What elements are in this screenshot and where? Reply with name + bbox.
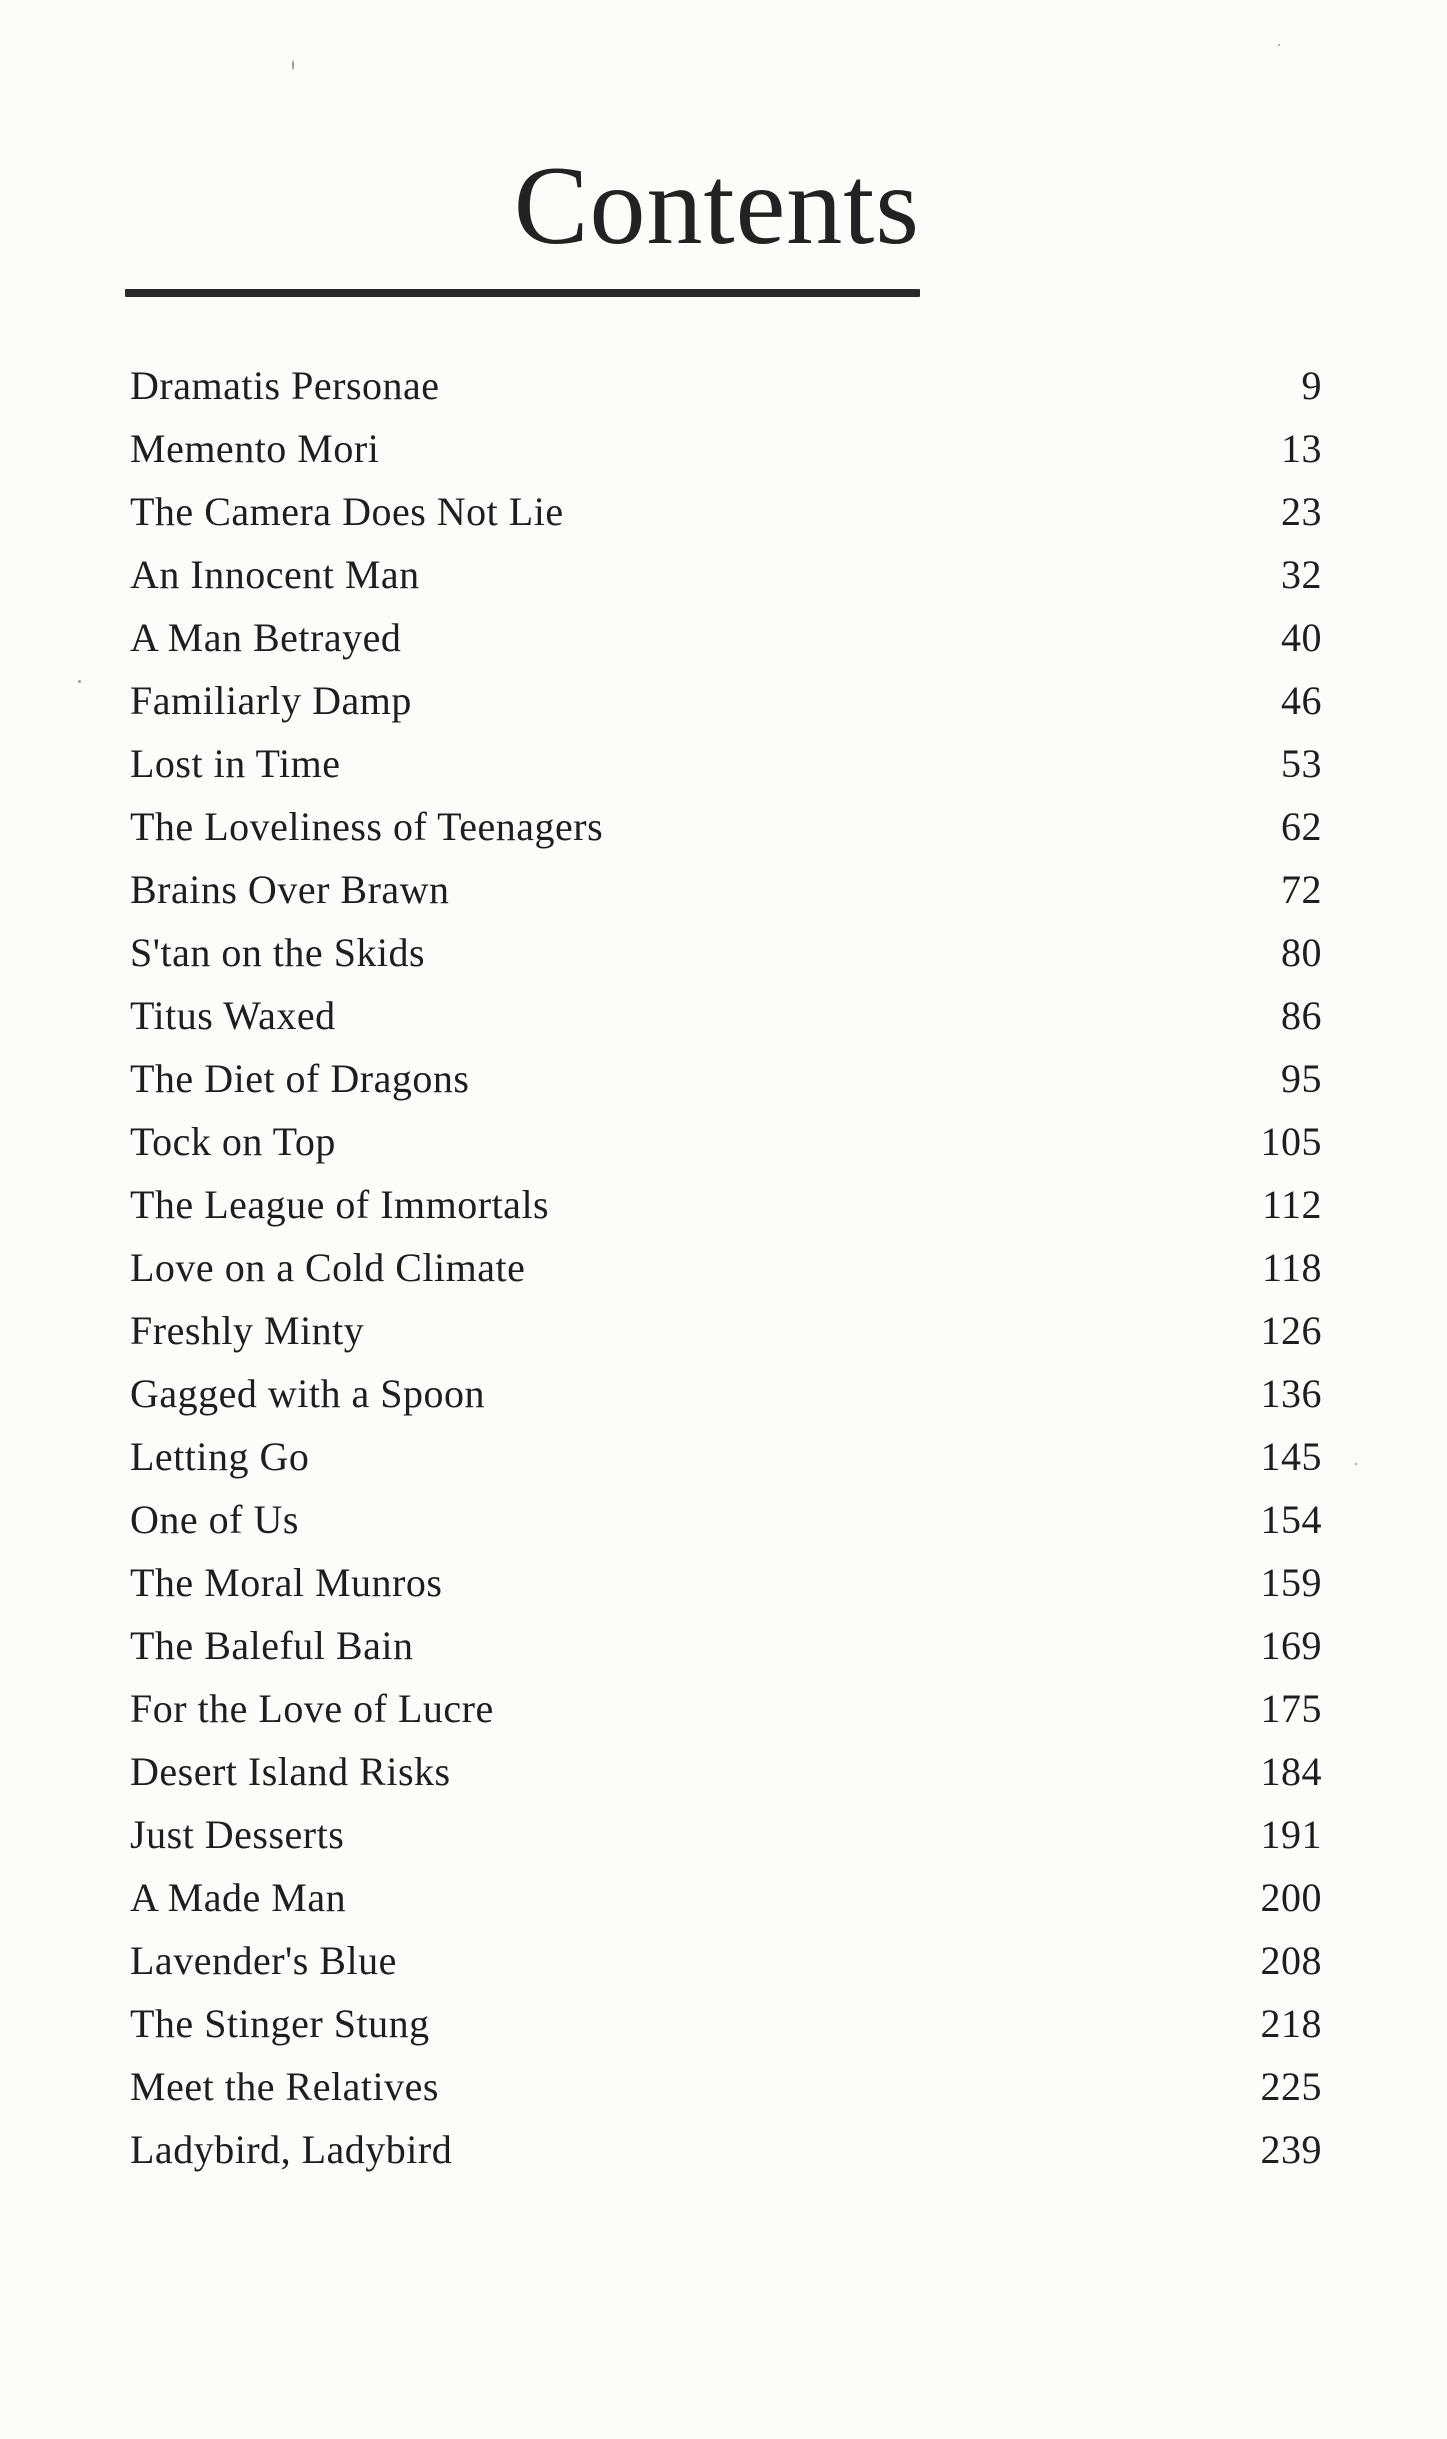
toc-entry (130, 1614, 1322, 1677)
toc-entry (130, 1803, 1322, 1866)
toc-entry-page: 159 (1260, 1560, 1322, 1605)
toc-entry-title: One of Us (130, 1497, 299, 1542)
toc-entry-page: 62 (1281, 804, 1322, 849)
paper-speck (292, 60, 294, 70)
toc-entry (130, 1677, 1322, 1740)
toc-entry-page: 200 (1260, 1875, 1322, 1920)
toc-entry-title: Meet the Relatives (130, 2064, 439, 2109)
toc-entry-title: For the Love of Lucre (130, 1686, 494, 1731)
toc-entry (130, 2055, 1322, 2118)
toc-entry (130, 795, 1322, 858)
toc-entry (130, 606, 1322, 669)
toc-entry (130, 1551, 1322, 1614)
toc-entry-page: 169 (1260, 1623, 1322, 1668)
paper-speck (78, 680, 81, 683)
toc-entry-page: 118 (1261, 1245, 1322, 1290)
toc-entry (130, 1236, 1322, 1299)
toc-entry-title: The Diet of Dragons (130, 1056, 470, 1101)
toc-entry-page: 208 (1260, 1938, 1322, 1983)
title-rule (125, 289, 920, 297)
toc-entry-title: Memento Mori (130, 426, 380, 471)
paper-speck (1355, 1463, 1357, 1465)
toc-entry-page: 184 (1260, 1749, 1322, 1794)
toc-entry-page: 23 (1281, 489, 1322, 534)
toc-entry-page: 105 (1260, 1119, 1322, 1164)
toc-entry-title: The Moral Munros (130, 1560, 443, 1605)
toc-entry (130, 1866, 1322, 1929)
toc-entry-title: Letting Go (130, 1434, 310, 1479)
contents-list (130, 354, 1322, 2181)
toc-entry-page: 40 (1281, 615, 1322, 660)
toc-entry-title: S'tan on the Skids (130, 930, 426, 975)
toc-entry-title: Familiarly Damp (130, 678, 412, 723)
toc-entry-page: 46 (1281, 678, 1322, 723)
toc-entry-title: Lost in Time (130, 741, 341, 786)
toc-entry (130, 1110, 1322, 1173)
toc-entry-page: 175 (1260, 1686, 1322, 1731)
toc-entry-page: 32 (1281, 552, 1322, 597)
toc-entry-page: 191 (1260, 1812, 1322, 1857)
toc-entry (130, 1488, 1322, 1551)
toc-entry-title: The Loveliness of Teenagers (130, 804, 604, 849)
toc-entry (130, 417, 1322, 480)
toc-entry (130, 543, 1322, 606)
toc-entry-title: The Baleful Bain (130, 1623, 414, 1668)
toc-entry (130, 1299, 1322, 1362)
toc-entry-title: Dramatis Personae (130, 363, 440, 408)
toc-entry-title: Just Desserts (130, 1812, 345, 1857)
toc-entry-title: A Made Man (130, 1875, 347, 1920)
toc-entry-page: 112 (1261, 1182, 1322, 1227)
toc-entry (130, 1929, 1322, 1992)
toc-entry (130, 2118, 1322, 2181)
toc-entry (130, 1362, 1322, 1425)
toc-entry-title: Gagged with a Spoon (130, 1371, 486, 1416)
toc-entry-page: 95 (1281, 1056, 1322, 1101)
toc-entry-title: The League of Immortals (130, 1182, 550, 1227)
toc-entry (130, 669, 1322, 732)
toc-entry-page: 145 (1260, 1434, 1322, 1479)
toc-entry (130, 480, 1322, 543)
toc-entry-title: The Stinger Stung (130, 2001, 430, 2046)
toc-entry-title: Love on a Cold Climate (130, 1245, 526, 1290)
toc-entry-title: An Innocent Man (130, 552, 420, 597)
toc-entry-title: Lavender's Blue (130, 1938, 397, 1983)
toc-entry-page: 13 (1281, 426, 1322, 471)
paper-speck (1278, 44, 1280, 46)
toc-entry-page: 136 (1260, 1371, 1322, 1416)
toc-entry-title: Brains Over Brawn (130, 867, 450, 912)
page-title: Contents (513, 144, 920, 268)
toc-entry (130, 1992, 1322, 2055)
toc-entry-title: Titus Waxed (130, 993, 336, 1038)
toc-entry-title: Desert Island Risks (130, 1749, 451, 1794)
toc-entry (130, 732, 1322, 795)
toc-entry (130, 984, 1322, 1047)
toc-entry-page: 53 (1281, 741, 1322, 786)
toc-entry-page: 126 (1260, 1308, 1322, 1353)
toc-entry (130, 921, 1322, 984)
toc-entry-page: 154 (1260, 1497, 1322, 1542)
toc-entry-title: Freshly Minty (130, 1308, 365, 1353)
toc-entry (130, 1740, 1322, 1803)
toc-entry-page: 225 (1260, 2064, 1322, 2109)
toc-entry-title: Tock on Top (130, 1119, 336, 1164)
toc-entry (130, 1173, 1322, 1236)
toc-entry-page: 86 (1281, 993, 1322, 1038)
toc-entry-page: 72 (1281, 867, 1322, 912)
toc-entry (130, 354, 1322, 417)
toc-entry-page: 80 (1281, 930, 1322, 975)
toc-entry (130, 1425, 1322, 1488)
toc-entry-title: The Camera Does Not Lie (130, 489, 564, 534)
toc-entry-page: 218 (1260, 2001, 1322, 2046)
toc-entry (130, 858, 1322, 921)
toc-entry-title: A Man Betrayed (130, 615, 402, 660)
toc-entry-page: 9 (1301, 363, 1322, 408)
toc-entry-page: 239 (1260, 2127, 1322, 2172)
toc-entry (130, 1047, 1322, 1110)
toc-entry-title: Ladybird, Ladybird (130, 2127, 453, 2172)
